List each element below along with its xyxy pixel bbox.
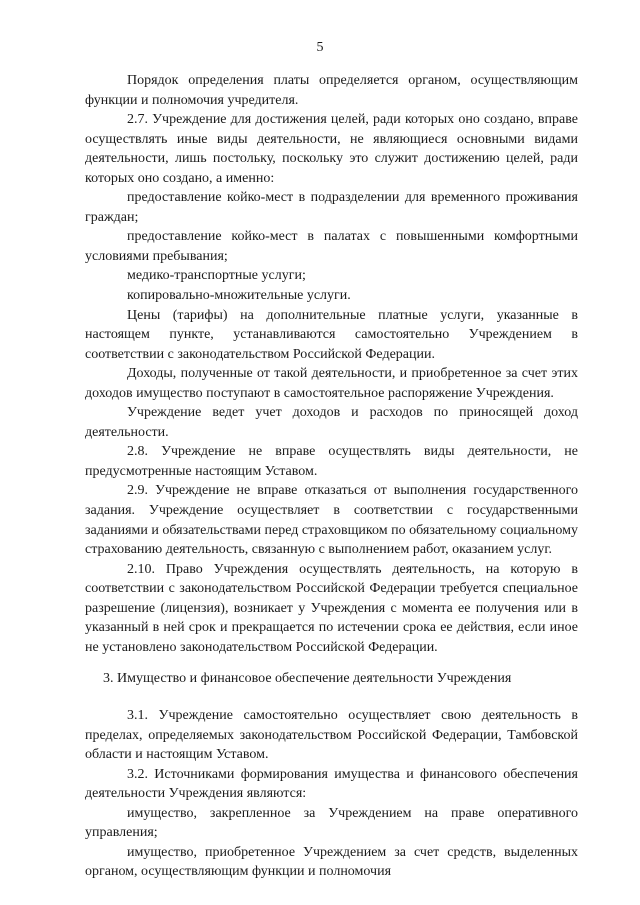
paragraph-accounting: Учреждение ведет учет доходов и расходов по приносящей доход деятельности. xyxy=(85,405,578,440)
paragraph-2-9: 2.9. Учреждение не вправе отказаться от выполнения государственного задания. Учреждение осуществляет в соответствии с государственными заданиями и обязательствами перед страховщиком по обязательному социальному страхованию деятельность, связанную с выполнением работ, оказанием услуг. xyxy=(85,483,578,558)
paragraph-3-2: 3.2. Источниками формирования имущества и финансового обеспечения деятельности Учреждения являются: xyxy=(85,766,578,802)
section-heading: 3. Имущество и финансовое обеспечение деятельности Учреждения xyxy=(103,671,512,687)
list-item-copying: копировально-множительные услуги. xyxy=(127,288,351,304)
paragraph-3-1: 3.1. Учреждение самостоятельно осуществляет свою деятельность в пределах, определяемых законодательством Российской Федерации, Тамбовской области и настоящим Уставом. xyxy=(85,707,578,763)
page-number: 5 xyxy=(316,40,324,55)
list-item-medical-transport: медико-транспортные услуги; xyxy=(127,268,306,284)
paragraph-payment-order: Порядок определения платы определяется органом, осуществляющим функции и полномочия учредителя. xyxy=(85,73,578,108)
list-item-acquired-property: имущество, приобретенное Учреждением за счет средств, выделенных органом, осуществляющим функции и полномочия xyxy=(85,844,578,880)
paragraph-2-7: 2.7. Учреждение для достижения целей, ради которых оно создано, вправе осуществлять иные виды деятельности, не являющиеся основными видами деятельности, лишь постольку, поскольку это служит достижению целей, ради которых оно создано, а именно: xyxy=(85,112,578,186)
list-item-operational-property: имущество, закрепленное за Учреждением на праве оперативного управления; xyxy=(85,805,578,841)
paragraph-income: Доходы, полученные от такой деятельности, и приобретенное за счет этих доходов имущество поступают в самостоятельное распоряжение Учреждения. xyxy=(85,366,578,401)
paragraph-2-8: 2.8. Учреждение не вправе осуществлять виды деятельности, не предусмотренные настоящим Уставом. xyxy=(85,444,578,479)
list-item-beds-comfort: предоставление койко-мест в палатах с повышенными комфортными условиями пребывания; xyxy=(85,229,578,264)
paragraph-prices: Цены (тарифы) на дополнительные платные услуги, указанные в настоящем пункте, устанавливаются самостоятельно Учреждением в соответствии с законодательством Российской Федерации. xyxy=(85,307,578,362)
list-item-beds-temporary: предоставление койко-мест в подразделении для временного проживания граждан; xyxy=(85,190,578,225)
paragraph-2-10: 2.10. Право Учреждения осуществлять деятельность, на которую в соответствии с законодательством Российской Федерации требуется специальное разрешение (лицензия), возникает у Учреждения с момента ее получения или в указанный в ней срок и прекращается по истечении срока ее действия, если иное не установлено законодательством Российской Федерации. xyxy=(85,561,578,655)
document-body xyxy=(85,71,578,882)
